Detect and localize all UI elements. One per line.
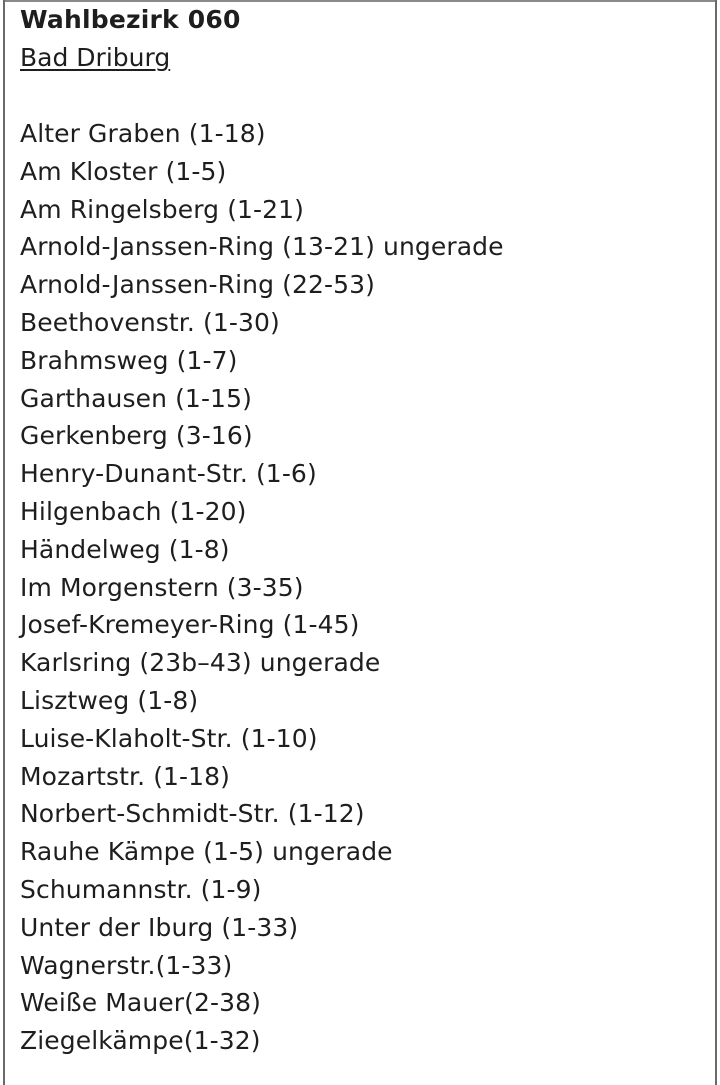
street-list — [20, 115, 504, 1060]
street-item: Lisztweg (1-8) — [20, 685, 199, 715]
street-item: Beethovenstr. (1-30) — [20, 307, 280, 337]
street-item: Brahmsweg (1-7) — [20, 345, 238, 375]
street-item: Händelweg (1-8) — [20, 534, 230, 564]
street-item: Alter Graben (1-18) — [20, 119, 266, 148]
street-item: Rauhe Kämpe (1-5) ungerade — [20, 837, 393, 867]
street-item: Norbert-Schmidt-Str. (1-12) — [20, 799, 365, 829]
street-item: Arnold-Janssen-Ring (22-53) — [20, 270, 375, 300]
street-item: Am Ringelsberg (1-21) — [20, 194, 305, 224]
street-item: Unter der Iburg (1-33) — [20, 912, 299, 942]
district-town: Bad Driburg — [20, 43, 171, 72]
street-item: Karlsring (23b–43) ungerade — [20, 648, 381, 678]
street-item: Gerkenberg (3-16) — [20, 421, 253, 451]
district-title: Wahlbezirk 060 — [20, 5, 241, 34]
street-item: Schumannstr. (1-9) — [20, 874, 262, 904]
street-item: Arnold-Janssen-Ring (13-21) ungerade — [20, 232, 504, 262]
street-item: Wagnerstr.(1-33) — [20, 950, 233, 980]
street-item: Hilgenbach (1-20) — [20, 496, 247, 526]
page-border-right — [715, 0, 717, 1085]
street-item: Josef-Kremeyer-Ring (1-45) — [20, 610, 360, 640]
street-item: Weiße Mauer(2-38) — [20, 988, 261, 1018]
page-border-left — [3, 0, 5, 1085]
street-item: Luise-Klaholt-Str. (1-10) — [20, 723, 318, 753]
street-item: Im Morgenstern (3-35) — [20, 572, 304, 602]
street-item: Mozartstr. (1-18) — [20, 761, 231, 791]
street-item: Am Kloster (1-5) — [20, 156, 227, 186]
street-item: Garthausen (1-15) — [20, 383, 252, 413]
street-item: Henry-Dunant-Str. (1-6) — [20, 459, 317, 489]
page-border-top — [3, 0, 717, 2]
street-item: Ziegelkämpe(1-32) — [20, 1026, 261, 1056]
